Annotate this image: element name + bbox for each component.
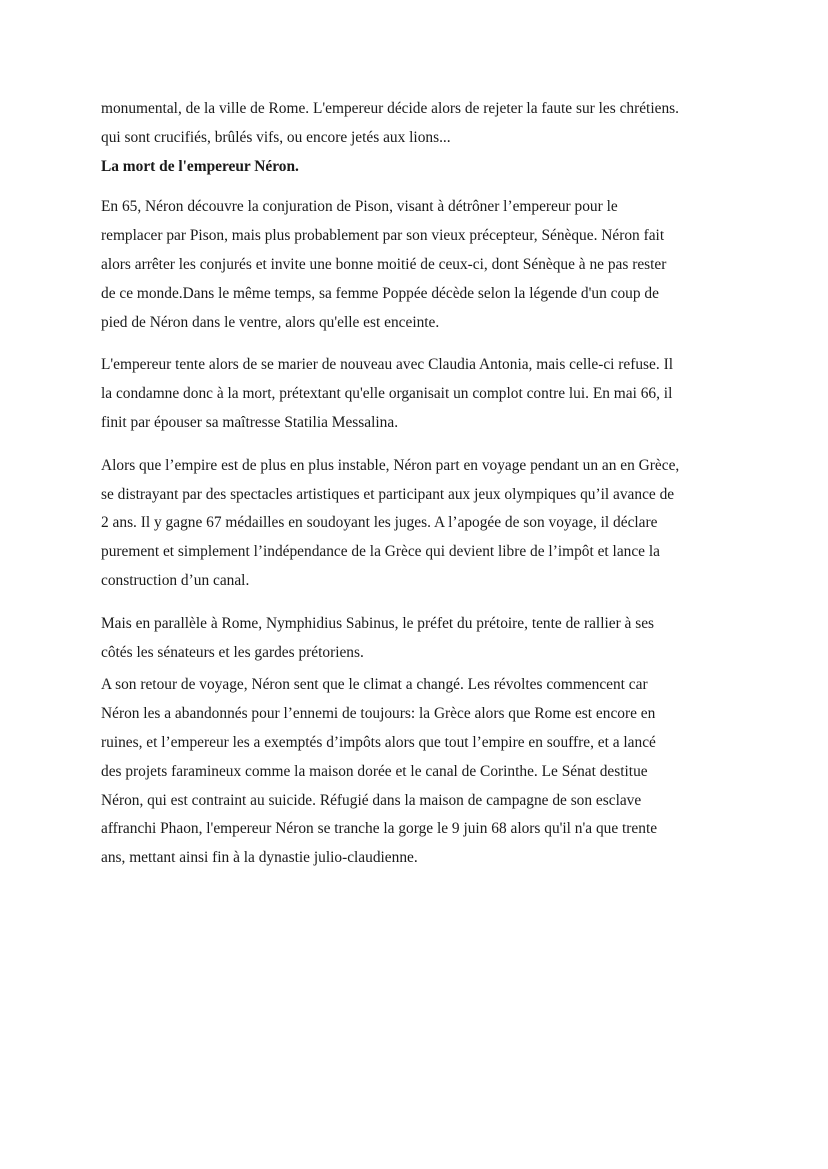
text-line: ruines, et l’empereur les a exemptés d’impôts alors que tout l’empire en souffre, et a lancé [101, 733, 656, 751]
text-line: Néron, qui est contraint au suicide. Réfugié dans la maison de campagne de son esclave [101, 791, 642, 809]
text-line: Alors que l’empire est de plus en plus instable, Néron part en voyage pendant un an en Grèce, [101, 456, 680, 474]
text-line: remplacer par Pison, mais plus probablement par son vieux précepteur, Sénèque. Néron fait [101, 227, 665, 245]
section-heading: La mort de l'empereur Néron. [101, 157, 299, 175]
paragraph-sabinus [101, 610, 741, 668]
text-line: affranchi Phaon, l'empereur Néron se tranche la gorge le 9 juin 68 alors qu'il n'a que trente [101, 820, 658, 838]
text-line: la condamne donc à la mort, prétextant qu'elle organisait un complot contre lui. En mai 66, il [101, 385, 673, 403]
text-line: qui sont crucifiés, brûlés vifs, ou encore jetés aux lions... [101, 128, 451, 146]
text-line: 2 ans. Il y gagne 67 médailles en soudoyant les juges. A l’apogée de son voyage, il déclare [101, 514, 658, 532]
text-line: monumental, de la ville de Rome. L'empereur décide alors de rejeter la faute sur les chrétiens. [101, 100, 679, 117]
paragraph-greece-voyage [101, 452, 741, 596]
text-line: de ce monde.Dans le même temps, sa femme Poppée décède selon la légende d'un coup de [101, 284, 659, 302]
text-line: pied de Néron dans le ventre, alors qu'elle est enceinte. [101, 313, 440, 331]
text-line: des projets faramineux comme la maison dorée et le canal de Corinthe. Le Sénat destitue [101, 762, 648, 780]
text-line: côtés les sénateurs et les gardes prétoriens. [101, 643, 364, 661]
intro-paragraph [101, 95, 741, 153]
text-line: L'empereur tente alors de se marier de nouveau avec Claudia Antonia, mais celle-ci refuse. Il [101, 356, 673, 374]
text-line: ans, mettant ainsi fin à la dynastie julio-claudienne. [101, 849, 418, 867]
text-line: En 65, Néron découvre la conjuration de Pison, visant à détrôner l’empereur pour le [101, 198, 618, 216]
text-line: Mais en parallèle à Rome, Nymphidius Sabinus, le préfet du prétoire, tente de rallier à ses [101, 614, 655, 632]
text-line: Néron les a abandonnés pour l’ennemi de toujours: la Grèce alors que Rome est encore en [101, 705, 656, 723]
document-body [101, 95, 741, 887]
paragraph-marriage [101, 351, 741, 437]
text-line: purement et simplement l’indépendance de la Grèce qui devient libre de l’impôt et lance la [101, 543, 660, 561]
paragraph-pison-conspiracy [101, 193, 741, 337]
text-line: se distrayant par des spectacles artistiques et participant aux jeux olympiques qu’il avance de [101, 485, 675, 503]
text-line: alors arrêter les conjurés et invite une bonne moitié de ceux-ci, dont Sénèque à ne pas rester [101, 255, 667, 273]
text-line: construction d’un canal. [101, 571, 250, 589]
paragraph-death [101, 671, 741, 873]
text-line: finit par épouser sa maîtresse Statilia Messalina. [101, 413, 399, 431]
text-line: A son retour de voyage, Néron sent que le climat a changé. Les révoltes commencent car [101, 676, 648, 694]
